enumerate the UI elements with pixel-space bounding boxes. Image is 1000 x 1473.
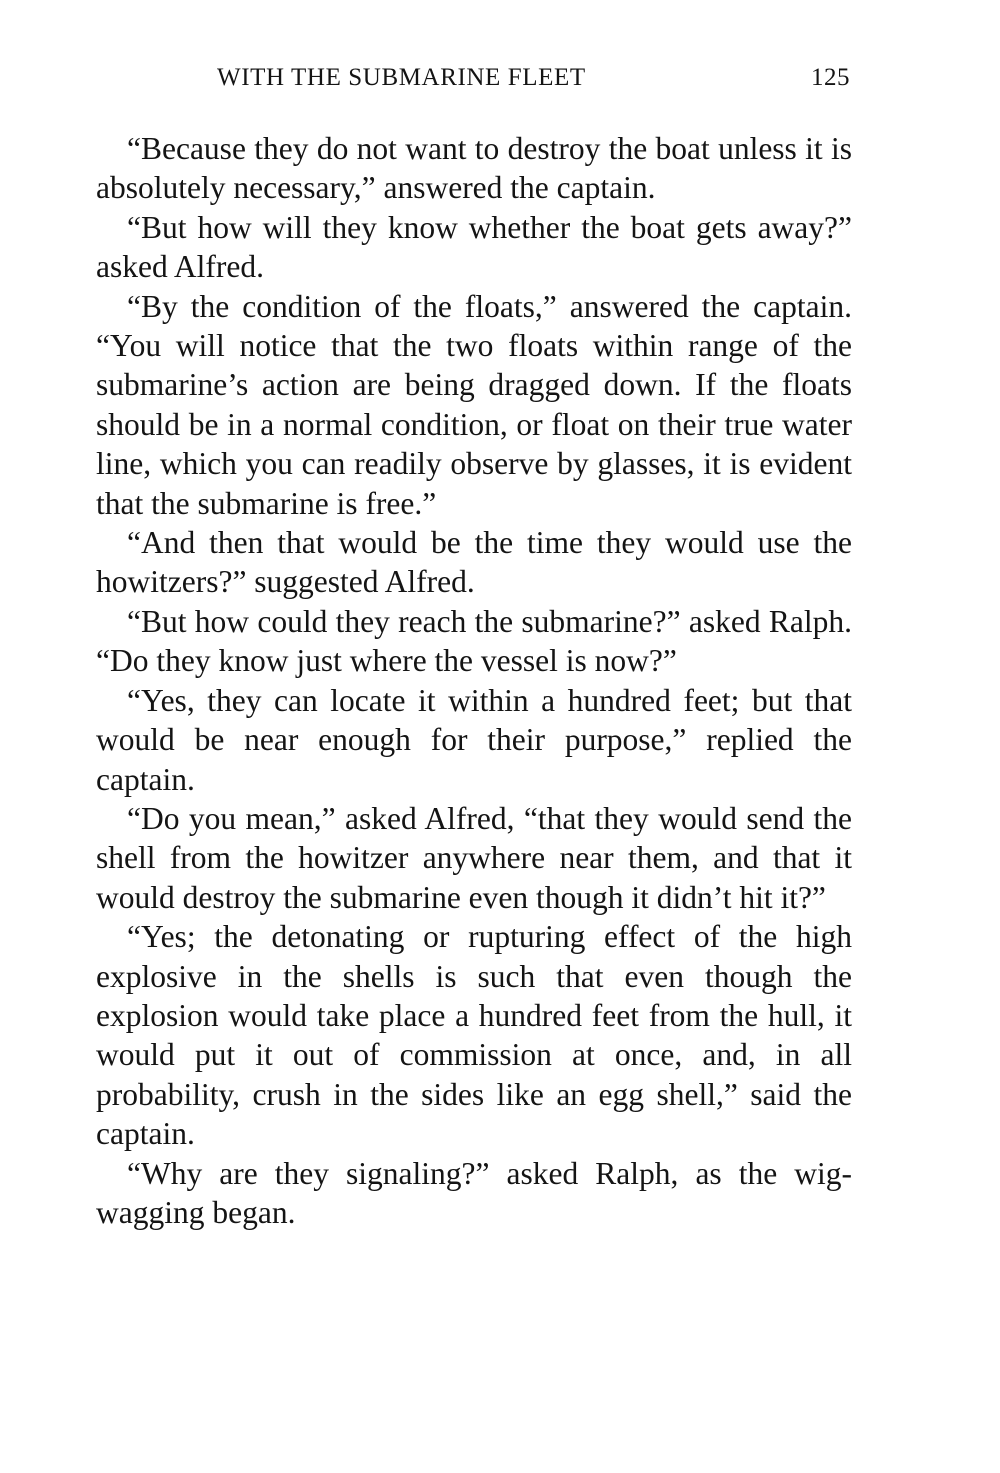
paragraph: “Why are they signaling?” asked Ralph, as the wig-wagging began.: [96, 1155, 852, 1230]
running-title: WITH THE SUBMARINE FLEET: [217, 64, 586, 91]
body-text: [96, 129, 852, 1232]
paragraph: “Yes, they can locate it within a hundred feet; but that would be near enough for their purpose,” replied the captain.: [96, 682, 852, 797]
paragraph: “By the condition of the floats,” answered the captain. “You will notice that the two floats within range of the submarine’s action are being dragged down. If the floats should be in a normal condition, or float on their true water line, which you can readily observe by glasses, it is evident that the submarine is free.”: [96, 288, 852, 521]
paragraph: “But how will they know whether the boat gets away?” asked Alfred.: [96, 209, 852, 285]
book-page: [96, 58, 852, 1232]
paragraph: “Because they do not want to destroy the boat unless it is absolutely necessary,” answered the captain.: [96, 131, 852, 206]
page-number: 125: [811, 64, 850, 91]
paragraph: “Yes; the detonating or rupturing effect of the high explosive in the shells is such that even though the explosion would take place a hundred feet from the hull, it would put it out of commission at once, and, in all probability, crush in the sides like an egg shell,” said the captain.: [96, 919, 852, 1152]
running-head: [96, 58, 852, 98]
paragraph: “But how could they reach the submarine?” asked Ralph. “Do they know just where the vessel is now?”: [96, 603, 852, 679]
paragraph: “Do you mean,” asked Alfred, “that they would send the shell from the howitzer anywhere near them, and that it would destroy the submarine even though it didn’t hit it?”: [96, 800, 852, 915]
paragraph: “And then that would be the time they would use the howitzers?” suggested Alfred.: [96, 525, 852, 600]
